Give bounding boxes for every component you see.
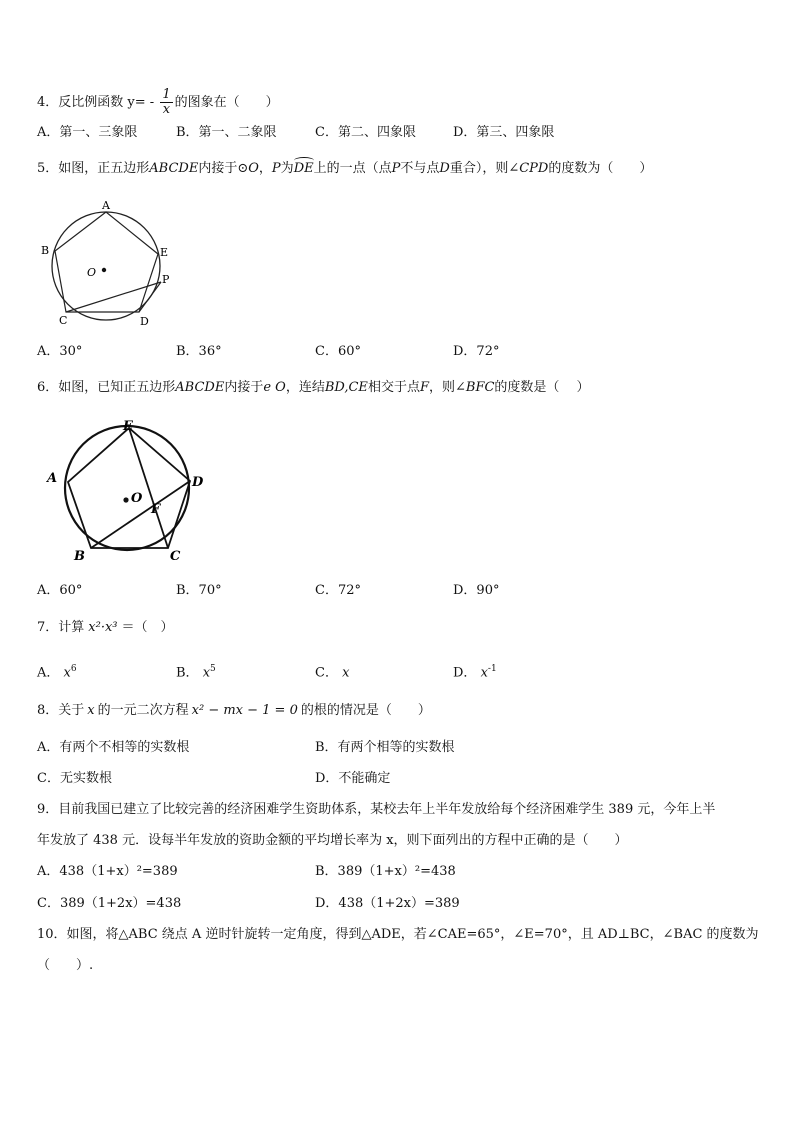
q7-option-b (176, 660, 216, 682)
q5-option-d: D．72° (453, 344, 500, 359)
q5-segment-cp (66, 282, 161, 312)
q6-text: 内接于 (224, 380, 264, 395)
q6-option-c: C．72° (315, 583, 361, 598)
q6-label-a: A (47, 471, 58, 486)
q5-text: 内接于⊙ (198, 161, 249, 176)
q7-option-c (315, 660, 349, 682)
q7-expression: x²·x³ (88, 620, 118, 635)
q6-label-b: B (74, 549, 85, 564)
q6-label-c: C (170, 549, 181, 564)
q6-lines: BD,CE (324, 380, 368, 395)
question-9-line-1: 9．目前我国已建立了比较完善的经济困难学生资助体系，某校去年上半年发放给每个经济困难学生 389 元，今年上半 (37, 802, 716, 817)
q5-center-dot (102, 268, 106, 272)
q5-angle: CPD (519, 161, 549, 176)
q6-option-a: A．60° (37, 583, 83, 598)
question-9-line-2: 年发放了 438 元．设每半年发放的资助金额的平均增长率为 x，则下面列出的方程中正确的是（ ） (37, 833, 628, 848)
q7-text: ＝（ ） (121, 620, 174, 635)
option-base: x (480, 665, 488, 681)
q7-text: 7．计算 (37, 620, 85, 635)
q6-figure-pentagon-in-circle (40, 416, 210, 566)
q6-polygon: ABCDE (175, 380, 225, 395)
q6-center-dot (123, 497, 128, 502)
q7-option-a (37, 660, 77, 682)
q5-text: 不与点 (400, 161, 440, 176)
q6-text: 的度数是（ ） (494, 380, 590, 395)
q5-option-a: A．30° (37, 344, 83, 359)
q6-point-f: F (419, 380, 429, 395)
q6-circle-shape (65, 426, 189, 550)
q5-point-p: P (271, 161, 281, 176)
q5-label-d: D (140, 315, 149, 328)
fraction (160, 88, 172, 117)
option-exponent: -1 (487, 664, 497, 674)
q6-label-e: E (123, 419, 133, 434)
q6-circle: e O (263, 380, 286, 395)
q5-label-b: B (41, 244, 50, 257)
q6-option-b: B．70° (176, 583, 222, 598)
option-label: A． (37, 665, 60, 681)
q9-option-d: D．438（1+2x）=389 (315, 896, 460, 911)
q8-text: 的一元二次方程 (97, 703, 189, 718)
option-base: x (342, 665, 350, 681)
question-4-stem (37, 88, 279, 117)
q5-segment-pd (139, 282, 161, 312)
q5-polygon: ABCDE (149, 161, 199, 176)
q5-label-o: O (87, 266, 97, 279)
q4-option-d: D．第三、四象限 (453, 125, 555, 140)
q5-circle-shape (52, 212, 160, 320)
q4-option-b: B．第一、二象限 (176, 125, 277, 140)
q8-option-d: D．不能确定 (315, 771, 391, 786)
q9-option-c: C．389（1+2x）=438 (37, 896, 182, 911)
q9-option-b: B．389（1+x）²=438 (315, 864, 456, 879)
q5-figure-pentagon-in-circle (36, 198, 176, 330)
q8-text: 8．关于 (37, 703, 85, 718)
q4-option-a: A．第一、三象限 (37, 125, 138, 140)
q5-text: 重合），则∠ (449, 161, 520, 176)
question-10-line-2: （ ）. (37, 958, 94, 973)
fraction-numerator: 1 (162, 87, 171, 102)
q5-text: 5．如图，正五边形 (37, 161, 150, 176)
question-10-line-1: 10．如图，将△ABC 绕点 A 逆时针旋转一定角度，得到△ADE，若∠CAE=65°，∠E=70°，且 AD⊥BC，∠BAC 的度数为 (37, 927, 759, 942)
q8-option-c: C．无实数根 (37, 771, 112, 786)
q5-label-a: A (102, 199, 110, 212)
question-7-stem (37, 619, 174, 637)
option-label: C． (315, 665, 338, 681)
q5-label-c: C (59, 314, 68, 327)
option-label: B． (176, 665, 199, 681)
q6-text: 相交于点 (367, 380, 420, 395)
q6-label-d: D (192, 475, 204, 490)
q6-angle: BFC (465, 380, 495, 395)
q5-text: 为 (280, 161, 294, 176)
q8-equation: x² − mx − 1 = 0 (191, 703, 298, 718)
option-exponent: 5 (210, 664, 216, 674)
option-label: D． (453, 665, 477, 681)
q8-variable: x (87, 703, 95, 718)
question-5-stem (37, 160, 652, 178)
q8-text: 的根的情况是（ ） (300, 703, 431, 718)
q6-text: ，则∠ (428, 380, 466, 395)
q5-text: ， (258, 161, 272, 176)
q5-point-p: P (391, 161, 401, 176)
q5-text: 上的一点（点 (313, 161, 392, 176)
q5-arc-de: DE (293, 161, 314, 176)
q5-option-b: B．36° (176, 344, 222, 359)
question-6-stem (37, 379, 590, 397)
q5-option-c: C．60° (315, 344, 361, 359)
option-base: x (202, 665, 211, 681)
q4-option-c: C．第二、四象限 (315, 125, 416, 140)
question-8-stem (37, 702, 431, 720)
q6-label-o: O (131, 491, 143, 506)
q4-suffix: 的图象在（ ） (174, 95, 279, 110)
q5-point-d: D (439, 161, 450, 176)
q7-option-d (453, 660, 497, 682)
q6-option-d: D．90° (453, 583, 500, 598)
q4-prefix: 4．反比例函数 y= - (37, 95, 159, 110)
q9-option-a: A．438（1+x）²=389 (37, 864, 178, 879)
q8-option-a: A．有两个不相等的实数根 (37, 740, 190, 755)
q6-text: ，连结 (285, 380, 325, 395)
q6-label-f: F (151, 502, 161, 517)
fraction-denominator: x (162, 102, 171, 117)
option-base: x (63, 665, 71, 681)
q5-label-e: E (160, 246, 169, 259)
q5-label-p: P (162, 273, 170, 286)
q5-text: 的度数为（ ） (548, 161, 653, 176)
option-exponent: 6 (70, 664, 77, 674)
q8-option-b: B．有两个相等的实数根 (315, 740, 455, 755)
q6-text: 6．如图，已知正五边形 (37, 380, 176, 395)
q5-circle: O (248, 161, 259, 176)
